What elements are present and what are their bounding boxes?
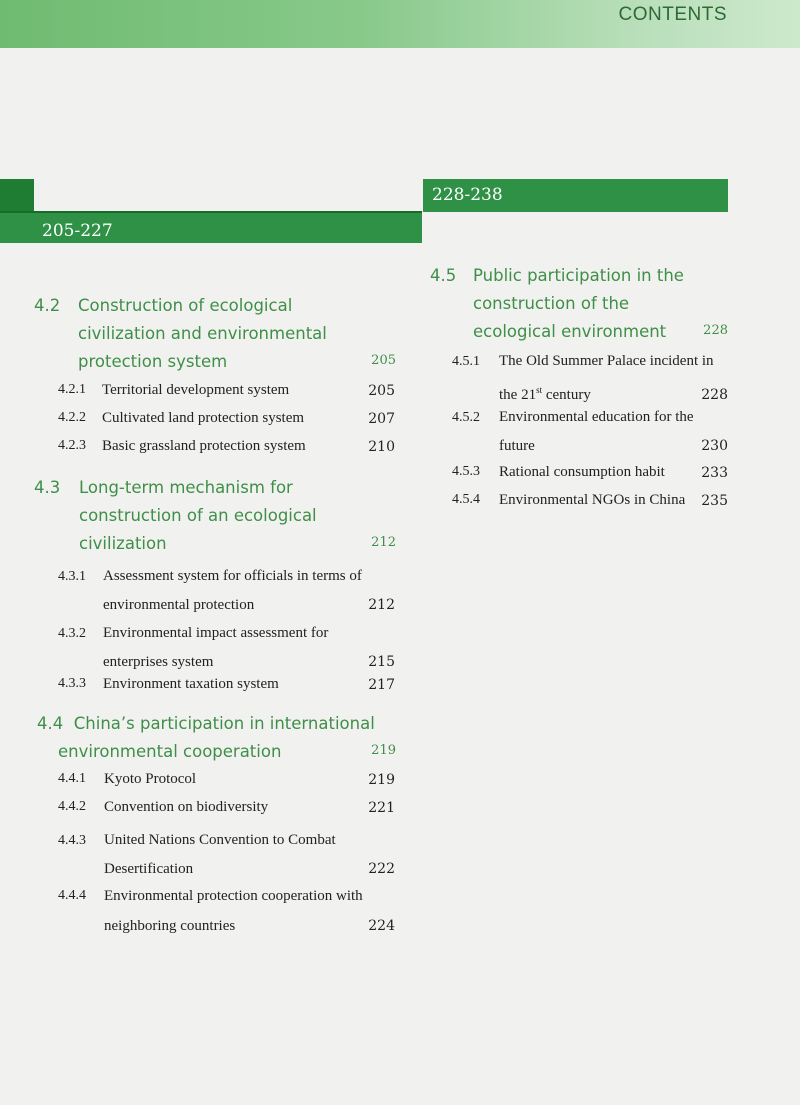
entry-page: 235 — [701, 493, 728, 509]
entry-page: 215 — [368, 654, 395, 670]
entry-number: 4.5.2 — [452, 410, 480, 425]
section-number: 4.4 — [37, 714, 64, 733]
entry-page: 228 — [701, 387, 728, 403]
entry-number: 4.2.2 — [58, 410, 86, 425]
section-number: 4.3 — [34, 478, 61, 497]
toc-section-4-3[interactable] — [34, 474, 396, 558]
entry-page: 233 — [701, 465, 728, 481]
entry-title: Environmental education for the future — [499, 409, 694, 454]
banner-accent-block — [0, 179, 34, 211]
toc-section-4-4[interactable] — [34, 710, 396, 766]
entry-page: 210 — [368, 439, 395, 455]
section-page: 212 — [371, 535, 396, 550]
section-page: 219 — [371, 743, 396, 758]
entry-page: 221 — [368, 800, 395, 816]
right-page-range: 228-238 — [432, 185, 503, 205]
section-page: 205 — [371, 353, 396, 368]
entry-page: 217 — [368, 677, 395, 693]
entry-page: 219 — [368, 772, 395, 788]
section-title: Long-term mechanism for construction of an ecological civilization — [79, 478, 317, 553]
toc-entry-4-3-1[interactable] — [58, 562, 395, 620]
toc-entry-4-2-3[interactable] — [58, 438, 395, 455]
entry-title: Environmental protection cooperation with neighboring countries — [104, 888, 363, 934]
toc-entry-4-2-1[interactable] — [58, 382, 395, 399]
entry-number: 4.3.2 — [58, 626, 86, 641]
entry-title: Basic grassland protection system — [102, 438, 306, 454]
entry-title: Environmental impact assessment for enterprises system — [103, 625, 329, 670]
section-number: 4.5 — [430, 266, 457, 285]
entry-title: The Old Summer Palace incident in the 21 — [499, 353, 714, 403]
contents-label: CONTENTS — [618, 4, 727, 25]
section-title: China’s participation in international environmental cooperation — [58, 714, 375, 761]
entry-number: 4.4.4 — [58, 888, 86, 903]
section-number: 4.2 — [34, 296, 61, 315]
entry-title: Environmental NGOs in China — [499, 492, 686, 508]
left-range-banner — [0, 179, 422, 243]
toc-entry-4-2-2[interactable] — [58, 410, 395, 427]
entry-page: 224 — [368, 918, 395, 934]
toc-section-4-5[interactable] — [430, 262, 728, 346]
entry-title: Environment taxation system — [103, 676, 279, 692]
entry-number: 4.5.1 — [452, 354, 480, 369]
toc-section-4-2[interactable] — [34, 292, 396, 376]
entry-number: 4.4.3 — [58, 833, 86, 848]
entry-number: 4.5.3 — [452, 464, 480, 479]
toc-entry-4-5-2[interactable] — [452, 403, 728, 461]
entry-page: 230 — [701, 438, 728, 454]
entry-title: Kyoto Protocol — [104, 771, 197, 787]
section-page: 228 — [703, 323, 728, 338]
toc-entry-4-3-2[interactable] — [58, 619, 395, 677]
entry-number: 4.4.1 — [58, 771, 86, 786]
entry-title: Assessment system for officials in terms of environmental protection — [103, 568, 362, 613]
entry-title-end: century — [542, 387, 591, 403]
entry-number: 4.5.4 — [452, 492, 480, 507]
entry-page: 222 — [368, 861, 395, 877]
toc-entry-4-4-2[interactable] — [58, 799, 395, 816]
toc-entry-4-4-3[interactable] — [58, 826, 395, 884]
entry-number: 4.2.3 — [58, 438, 86, 453]
entry-page: 207 — [368, 411, 395, 427]
entry-number: 4.3.1 — [58, 569, 86, 584]
right-range-banner — [423, 179, 728, 212]
entry-title-superscript: st — [536, 385, 543, 395]
entry-title: United Nations Convention to Combat Desertification — [104, 832, 336, 877]
entry-page: 212 — [368, 597, 395, 613]
toc-entry-4-5-3[interactable] — [452, 464, 728, 481]
entry-title: Convention on biodiversity — [104, 799, 269, 815]
toc-entry-4-4-4[interactable] — [58, 881, 395, 941]
entry-title: Cultivated land protection system — [102, 410, 305, 426]
toc-entry-4-3-3[interactable] — [58, 676, 395, 693]
left-page-range: 205-227 — [42, 221, 113, 241]
entry-title: Rational consumption habit — [499, 464, 665, 480]
entry-number: 4.2.1 — [58, 382, 86, 397]
toc-entry-4-5-4[interactable] — [452, 492, 728, 509]
entry-page: 205 — [368, 383, 395, 399]
entry-title: Territorial development system — [102, 382, 290, 398]
entry-number: 4.3.3 — [58, 676, 86, 691]
toc-entry-4-4-1[interactable] — [58, 771, 395, 788]
entry-number: 4.4.2 — [58, 799, 86, 814]
toc-entry-4-5-1[interactable] — [452, 347, 728, 410]
section-title: Public participation in the construction of the ecological environment — [473, 266, 684, 341]
section-title: Construction of ecological civilization and environmental protection system — [78, 296, 327, 371]
